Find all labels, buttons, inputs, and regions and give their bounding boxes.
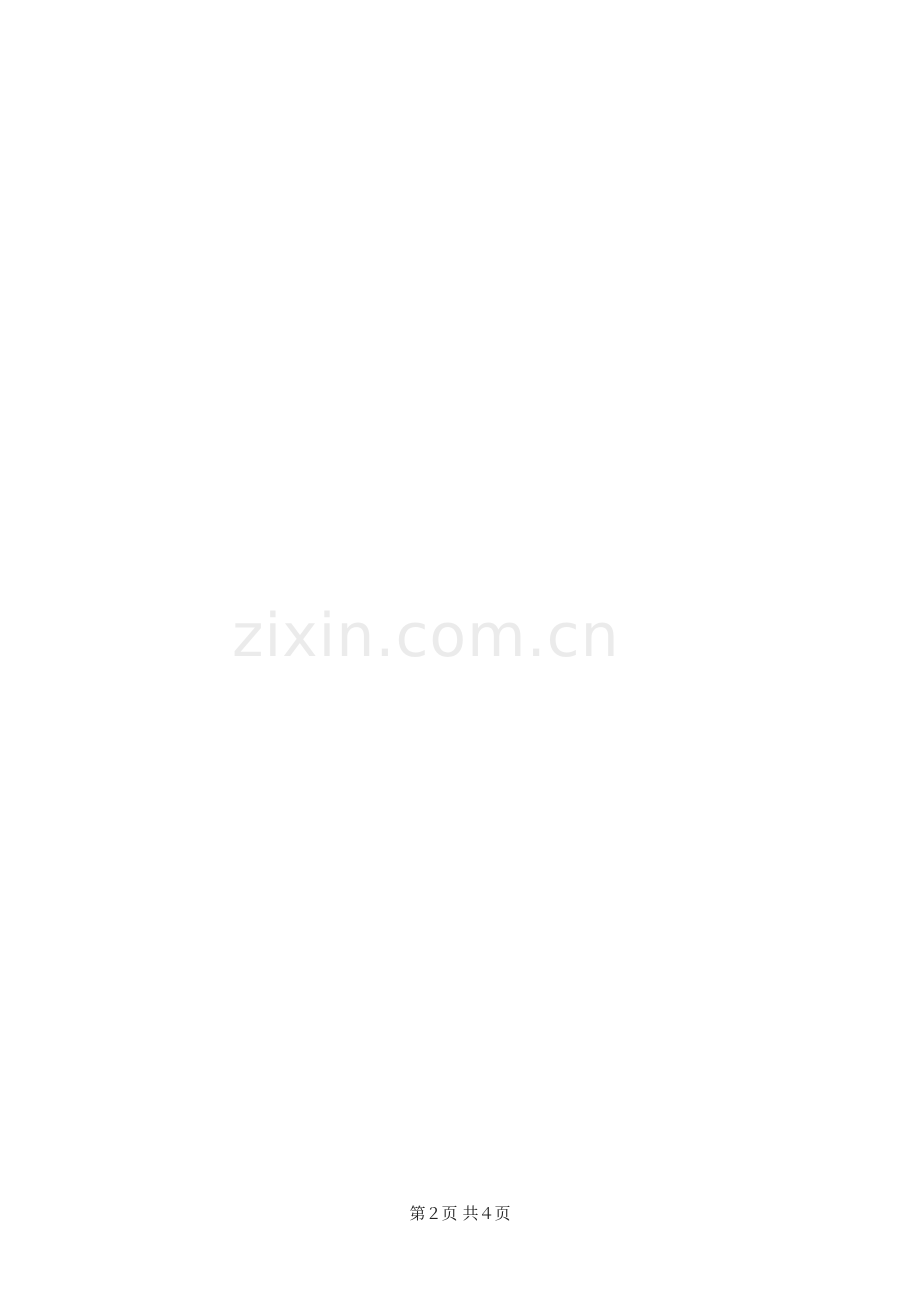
page-number-footer: 第２页 共４页 <box>409 1204 511 1223</box>
watermark-text: zixin.com.cn <box>232 601 620 671</box>
